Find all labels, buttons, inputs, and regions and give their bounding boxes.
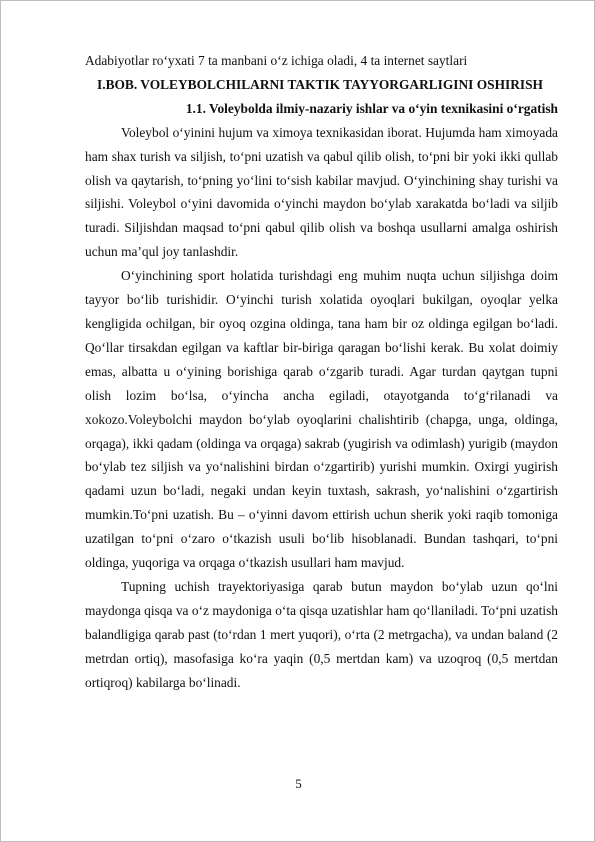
intro-line: Adabiyotlar ro‘yxati 7 ta manbani o‘z ichiga oladi, 4 ta internet saytlari [85, 53, 468, 68]
chapter-title: I.BOB. VOLEYBOLCHILARNI TAKTIK TAYYORGARLIGINI OSHIRISH [97, 76, 543, 92]
section-title: 1.1. Voleybolda ilmiy-nazariy ishlar va o‘yin texnikasini o‘rgatish [185, 100, 558, 116]
page-content [85, 49, 558, 694]
page-number: 5 [295, 776, 302, 791]
paragraph: Voleybol o‘yinini hujum va ximoya texnikasidan iborat. Hujumda ham ximoyada ham shax turish va siljish, to‘pni uzatish va qabul qilib olish, to‘pni bir yoki ikki qullab olish va qaytarish, to‘pning yo‘lini to‘sish kabilar mavjud. O‘yinchining shay turishi va siljishi. Voleybol o‘yini davomida o‘yinchi maydon bo‘ylab xarakatda bo‘ladi va siljib turadi. Siljishdan maqsad to‘pni qabul qilib olish va boshqa usullarni amalga oshirish uchun ma’qul joy tanlashdir. [85, 124, 558, 260]
paragraph: O‘yinchining sport holatida turishdagi eng muhim nuqta uchun siljishga doim tayyor bo‘lib turishidir. O‘yinchi turish xolatida oyoqlari bukilgan, oyoqlar yelka kengligida ochilgan, bir oyoq ozgina oldinga, tana ham bir oz oldinga egilgan bo‘ladi. Qo‘llar tirsakdan egilgan va kaftlar bir-biriga qaragan bo‘lishi kerak. Bu xolat doimiy emas, albatta u o‘yining borishiga qarab o‘zgarib turadi. Agar turdan qaytgan tupni olish lozim bo‘lsa, o‘yincha ancha egiladi, otayotganda to‘g‘rilanadi va xokozo.Voleybolchi maydon bo‘ylab oyoqlarini chalishtirib (chapga, unga, oldinga, orqaga), ikki qadam (oldinga va orqaga) sakrab (yugirish va odimlash) yurigib (maydon bo‘ylab tez siljish va yo‘nalishini birdan o‘zgartirib) yurishi mumkin. Oxirgi yugirish qadami uzun bo‘ladi, negaki undan keyin tuxtash, sakrash, yo‘nalishini o‘zgartirish mumkin.To‘pni uzatish. Bu – o‘yinni davom ettirish uchun sherik yoki raqib tomoniga uzatilgan to‘pni o‘zaro o‘tkazish usuli bo‘lib hisoblanadi. Bundan tashqari, to‘pni oldinga, yuqoriga va orqaga o‘tkazish usullari ham mavjud. [85, 268, 558, 571]
paragraph: Tupning uchish trayektoriyasiga qarab butun maydon bo‘ylab uzun qo‘lni maydonga qisqa va o‘z maydoniga o‘ta qisqa uzatishlar ham qo‘llaniladi. To‘pni uzatish balandligiga qarab past (to‘rdan 1 mert yuqori), o‘rta (2 metrgacha), va undan baland (2 metrdan ortiq), masofasiga ko‘ra yaqin (0,5 mertdan kam) va uzoqroq (0,5 mertdan ortiqroq) kabilarga bo‘linadi. [85, 578, 558, 690]
